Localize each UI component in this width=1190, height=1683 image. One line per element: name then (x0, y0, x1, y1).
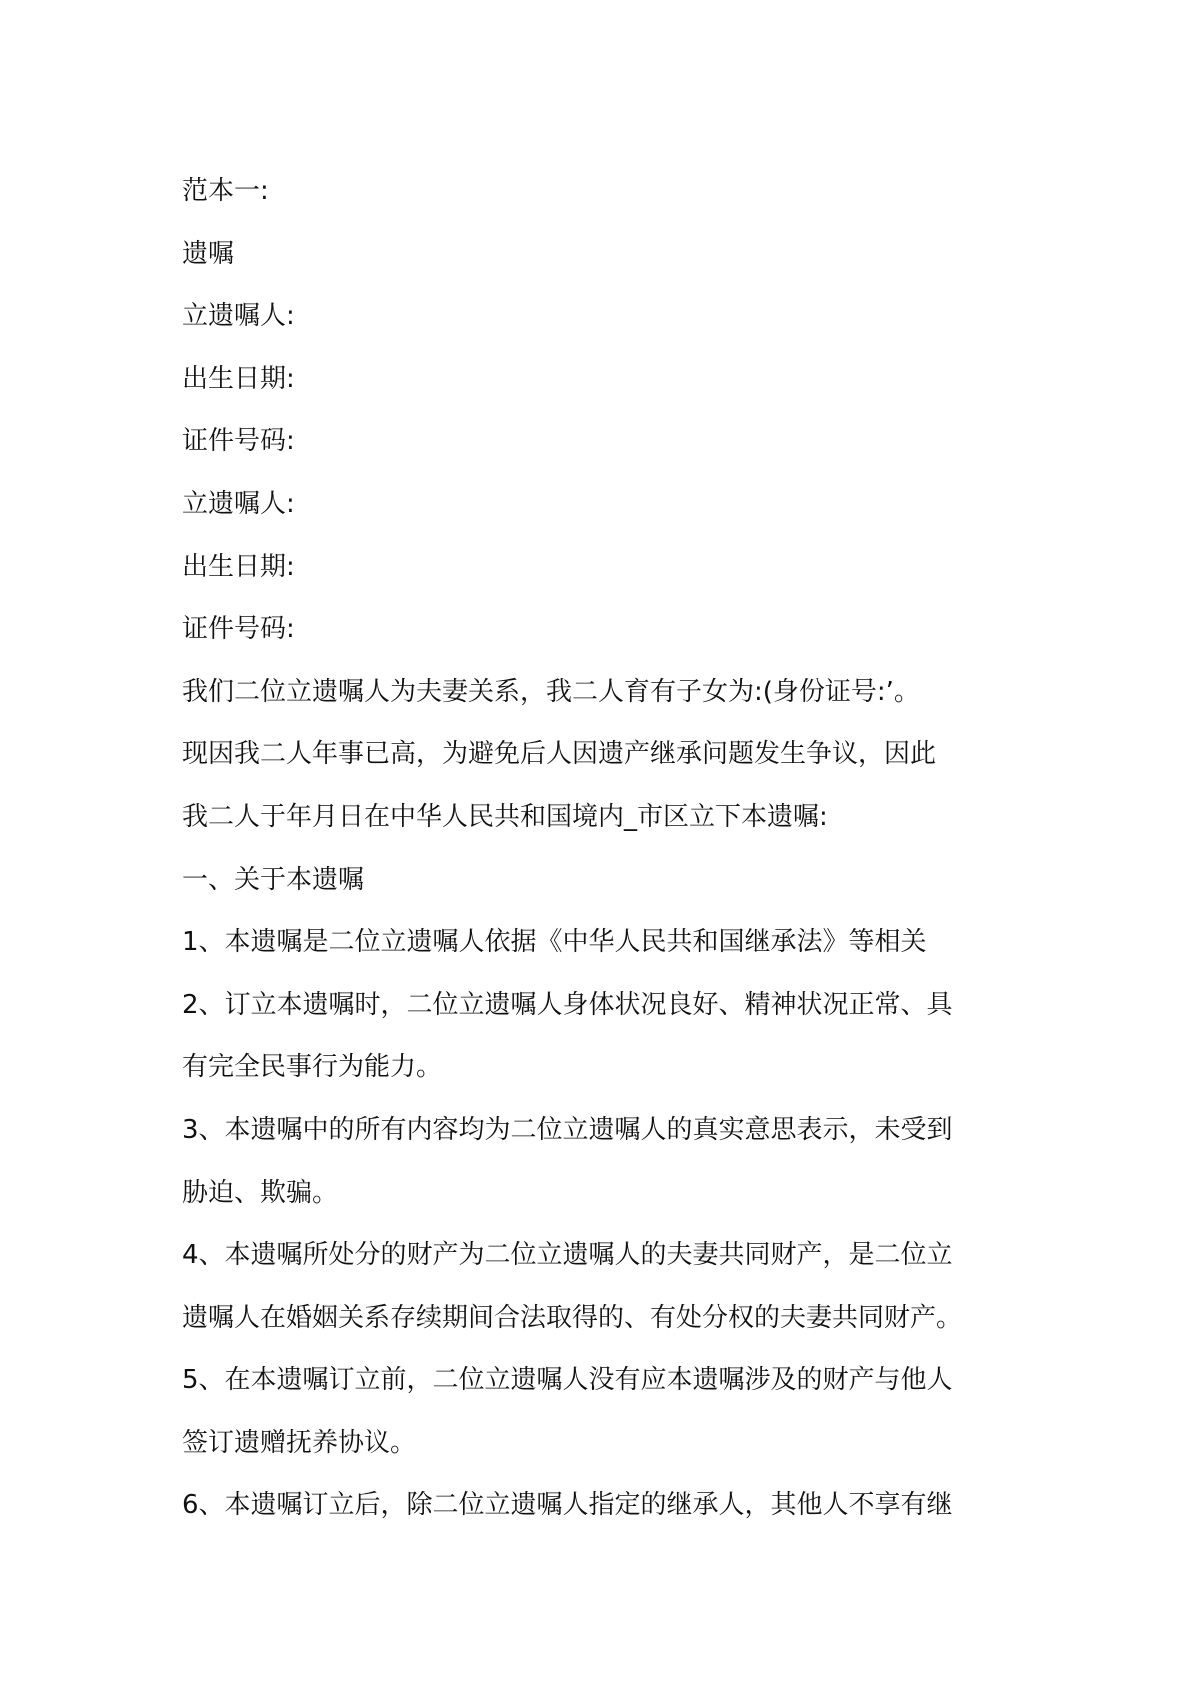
clause-4-line-2: 遗嘱人在婚姻关系存续期间合法取得的、有处分权的夫妻共同财产。 (182, 1302, 963, 1333)
testator-2-birthdate-label: 出生日期: (182, 551, 295, 582)
testator-1-id-label: 证件号码: (182, 426, 295, 457)
clause-4-line-1: 4、本遗嘱所处分的财产为二位立遗嘱人的夫妻共同财产，是二位立 (182, 1240, 953, 1271)
sample-heading: 范本一: (182, 176, 269, 206)
clause-3-line-2: 胁迫、欺骗。 (182, 1177, 339, 1208)
testator-2-label: 立遗嘱人: (182, 488, 295, 519)
clause-5-line-2: 签订遗赠抚养协议。 (182, 1427, 417, 1458)
testator-2-id-label: 证件号码: (182, 614, 295, 645)
clause-3-line-1: 3、本遗嘱中的所有内容均为二位立遗嘱人的真实意思表示，未受到 (182, 1114, 953, 1145)
testator-1-label: 立遗嘱人: (182, 301, 295, 332)
clause-1: 1、本遗嘱是二位立遗嘱人依据《中华人民共和国继承法》等相关 (182, 927, 927, 958)
document-title: 遗嘱 (182, 238, 235, 269)
reason-statement-line-2: 我二人于年月日在中华人民共和国境内_市区立下本遗嘱: (182, 801, 828, 832)
clause-2-line-1: 2、订立本遗嘱时，二位立遗嘱人身体状况良好、精神状况正常、具 (182, 989, 953, 1020)
reason-statement-line-1: 现因我二人年事已高，为避免后人因遗产继承问题发生争议，因此 (182, 739, 937, 770)
clause-5-line-1: 5、在本遗嘱订立前，二位立遗嘱人没有应本遗嘱涉及的财产与他人 (182, 1365, 953, 1396)
section-heading-1: 一、关于本遗嘱 (182, 864, 365, 895)
document-body (182, 160, 1022, 1537)
testator-1-birthdate-label: 出生日期: (182, 363, 295, 394)
clause-6-line-1: 6、本遗嘱订立后，除二位立遗嘱人指定的继承人，其他人不享有继 (182, 1490, 953, 1521)
clause-2-line-2: 有完全民事行为能力。 (182, 1052, 443, 1083)
relationship-statement: 我们二位立遗嘱人为夫妻关系，我二人育有子女为:(身份证号:’。 (182, 676, 920, 707)
